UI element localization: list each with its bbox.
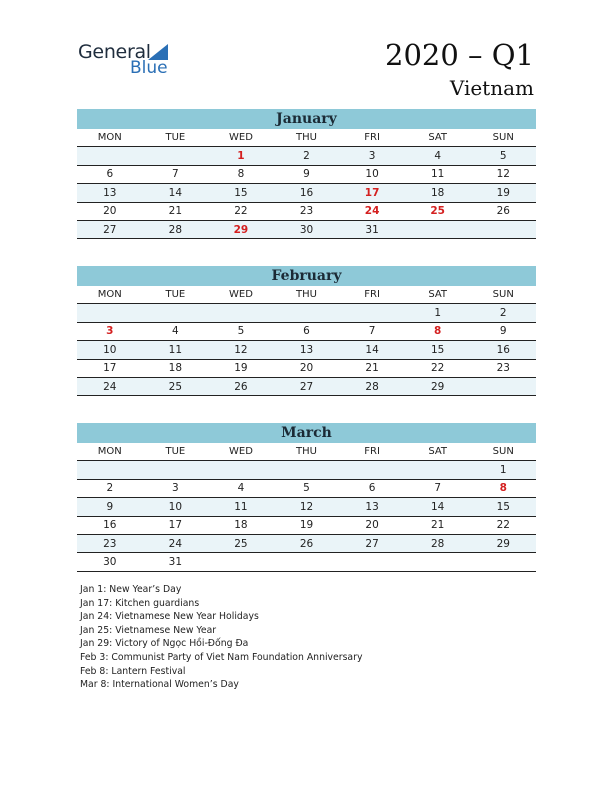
day-cell: 20: [103, 205, 117, 218]
day-cell: 9: [303, 168, 310, 181]
day-cell: 23: [496, 362, 510, 375]
weekday-label: THU: [296, 289, 317, 301]
day-cell: 17: [103, 362, 117, 375]
weekday-header-row: [77, 286, 536, 304]
day-cell: 26: [299, 537, 314, 550]
day-cell: 2: [499, 307, 507, 320]
day-cell: 28: [168, 223, 183, 236]
holiday-note: Jan 25: Vietnamese New Year: [80, 624, 217, 636]
weekday-label: SUN: [492, 132, 514, 144]
weekday-label: SAT: [428, 132, 448, 144]
week-row: [77, 360, 536, 378]
weekday-label: WED: [228, 446, 253, 458]
week-row: [77, 535, 536, 553]
day-cell: 13: [103, 186, 117, 199]
weekday-label: WED: [228, 132, 253, 144]
month-title: March: [77, 423, 536, 443]
day-cell: 1: [434, 307, 442, 320]
week-row: [77, 553, 536, 571]
day-cell: 11: [234, 500, 248, 513]
weekday-label: SAT: [428, 289, 448, 301]
day-cell: 4: [434, 150, 442, 163]
month-title: January: [77, 109, 536, 129]
holiday-day-cell: 8: [434, 325, 442, 338]
day-cell: 4: [172, 325, 179, 338]
day-cell: 20: [299, 362, 314, 375]
day-cell: 23: [103, 537, 117, 550]
day-cell: 19: [299, 519, 314, 532]
day-cell: 22: [234, 205, 248, 218]
weekday-label: TUE: [165, 132, 186, 144]
holiday-day-cell: 1: [237, 150, 245, 163]
week-row: [77, 147, 536, 165]
week-row: [77, 184, 536, 202]
day-cell: 17: [168, 519, 183, 532]
week-row: [77, 341, 536, 359]
week-row: [77, 378, 536, 396]
day-cell: 30: [299, 223, 314, 236]
holiday-note: Feb 8: Lantern Festival: [80, 665, 186, 677]
day-cell: 27: [103, 223, 117, 236]
weekday-label: SUN: [492, 289, 514, 301]
day-cell: 5: [303, 482, 310, 495]
day-cell: 10: [365, 168, 379, 181]
day-cell: 25: [168, 380, 183, 393]
logo-blue-text: Blue: [130, 58, 168, 78]
day-cell: 25: [234, 537, 248, 550]
holiday-list: [80, 583, 540, 692]
holiday-day-cell: 3: [106, 325, 114, 338]
day-cell: 21: [168, 205, 183, 218]
day-cell: 6: [368, 482, 376, 495]
week-row: [77, 461, 536, 479]
day-cell: 19: [496, 186, 510, 199]
day-cell: 12: [234, 343, 248, 356]
weekday-label: FRI: [364, 132, 380, 144]
weekday-label: MON: [97, 446, 122, 458]
holiday-day-cell: 8: [499, 482, 507, 495]
day-cell: 6: [106, 168, 114, 181]
holiday-note: Jan 24: Vietnamese New Year Holidays: [80, 611, 259, 623]
week-row: [77, 323, 536, 341]
day-cell: 15: [234, 186, 248, 199]
day-cell: 5: [237, 325, 245, 338]
day-cell: 14: [365, 343, 379, 356]
week-row: [77, 203, 536, 221]
day-cell: 16: [496, 343, 510, 356]
weekday-label: FRI: [364, 446, 380, 458]
holiday-day-cell: 29: [233, 223, 249, 236]
day-cell: 23: [299, 205, 314, 218]
weekday-label: SUN: [492, 446, 514, 458]
day-cell: 14: [168, 186, 183, 199]
day-cell: 28: [365, 380, 379, 393]
holiday-day-cell: 24: [364, 205, 380, 218]
weekday-label: WED: [228, 289, 253, 301]
week-row: [77, 304, 536, 322]
day-cell: 7: [434, 482, 442, 495]
day-cell: 21: [430, 519, 445, 532]
day-cell: 15: [496, 500, 510, 513]
day-cell: 1: [499, 464, 507, 477]
day-cell: 5: [499, 150, 507, 163]
day-cell: 27: [299, 380, 314, 393]
month-title: February: [77, 266, 536, 286]
day-cell: 26: [496, 205, 510, 218]
day-cell: 7: [368, 325, 376, 338]
day-cell: 15: [430, 343, 445, 356]
day-cell: 11: [430, 168, 445, 181]
day-cell: 20: [365, 519, 379, 532]
day-cell: 10: [168, 500, 183, 513]
month-february: [77, 266, 536, 396]
weekday-label: MON: [97, 132, 122, 144]
weekday-label: TUE: [165, 446, 186, 458]
day-cell: 21: [365, 362, 379, 375]
country-name: Vietnam: [449, 76, 534, 100]
day-cell: 13: [365, 500, 379, 513]
day-cell: 22: [430, 362, 445, 375]
day-cell: 24: [103, 380, 117, 393]
day-cell: 12: [299, 500, 314, 513]
day-cell: 26: [234, 380, 248, 393]
week-row: [77, 221, 536, 239]
week-row: [77, 498, 536, 516]
day-cell: 8: [237, 168, 245, 181]
weekday-header-row: [77, 443, 536, 461]
day-cell: 9: [499, 325, 507, 338]
day-cell: 18: [168, 362, 183, 375]
weekday-label: MON: [97, 289, 122, 301]
holiday-note: Jan 29: Victory of Ngọc Hồi-Đống Đa: [80, 638, 249, 650]
week-row: [77, 166, 536, 184]
day-cell: 29: [430, 380, 445, 393]
day-cell: 6: [303, 325, 310, 338]
holiday-day-cell: 25: [430, 205, 445, 218]
day-cell: 18: [430, 186, 445, 199]
logo: [78, 41, 178, 81]
day-cell: 10: [103, 343, 117, 356]
day-cell: 28: [430, 537, 445, 550]
holiday-day-cell: 17: [364, 186, 380, 199]
day-cell: 2: [303, 150, 310, 163]
day-cell: 19: [234, 362, 248, 375]
weekday-label: SAT: [428, 446, 448, 458]
day-cell: 24: [168, 537, 183, 550]
holiday-note: Mar 8: International Women’s Day: [80, 679, 239, 691]
day-cell: 27: [365, 537, 379, 550]
logo-general-text: General: [78, 41, 151, 63]
weekday-label: THU: [296, 132, 317, 144]
weekday-label: FRI: [364, 289, 380, 301]
day-cell: 16: [103, 519, 117, 532]
holiday-note: Jan 1: New Year’s Day: [80, 584, 182, 595]
day-cell: 31: [365, 223, 379, 236]
day-cell: 31: [168, 556, 183, 569]
page-title: 2020 – Q1: [385, 38, 534, 72]
day-cell: 7: [172, 168, 179, 181]
day-cell: 3: [172, 482, 179, 495]
day-cell: 11: [168, 343, 183, 356]
weekday-label: TUE: [165, 289, 186, 301]
day-cell: 30: [103, 556, 117, 569]
month-january: [77, 109, 536, 239]
day-cell: 16: [299, 186, 314, 199]
day-cell: 29: [496, 537, 510, 550]
day-cell: 14: [430, 500, 445, 513]
day-cell: 2: [106, 482, 114, 495]
weekday-header-row: [77, 129, 536, 147]
weekday-label: THU: [296, 446, 317, 458]
day-cell: 3: [368, 150, 376, 163]
day-cell: 22: [496, 519, 510, 532]
week-row: [77, 517, 536, 535]
day-cell: 12: [496, 168, 510, 181]
holiday-note: Feb 3: Communist Party of Viet Nam Foundation Anniversary: [80, 651, 363, 663]
day-cell: 18: [234, 519, 248, 532]
month-march: [77, 423, 536, 572]
week-row: [77, 480, 536, 498]
day-cell: 13: [299, 343, 314, 356]
day-cell: 4: [237, 482, 245, 495]
day-cell: 9: [106, 500, 114, 513]
holiday-note: Jan 17: Kitchen guardians: [80, 597, 200, 609]
